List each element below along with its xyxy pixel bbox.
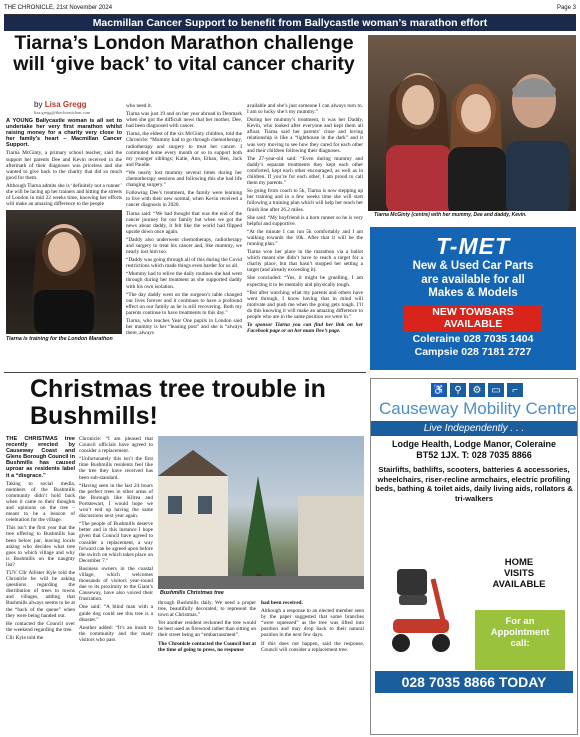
section-divider [4,372,366,373]
causeway-address: Lodge Health, Lodge Manor, Coleraine BT52 1JX. T: 028 7035 8866 [391,439,557,460]
family-group-icon [368,35,576,211]
stairlift-icon: ⌐ [507,383,523,397]
causeway-name: Causeway Mobility Centre [379,399,577,418]
causeway-tagline: Live Independently . . . [371,421,577,436]
tmet-phone-campsie: Campsie 028 7181 2727 [414,345,532,358]
story1-col2: who need it. Tiarna was just 19 and on her year abroad in Denmark when she got the difficult news that her mother, Dee, had been diagnosed with cancer. Tiarna, the eldest of the six McGinty children, told the Chronicle: “Mummy had to go through chemotherapy, radiotherapy and surgery to treat her cancer. I commuted home every month or so to support both my younger siblings; Katie, Ann, Ethan, Ben, Jack and Paudie. “We nearly lost mummy several times during her chemotherapy sessions and following this she had life changing surgery.” Following Dee’s treatment, the family were learning to live with their new normal, when Kevin received a cancer diagnosis in 2020. Tiarna said: “We had thought that was the end of the cancer journey for our family but when we got the news about daddy, it felt like the world had flipped upside down once again. “Daddy also underwent chemotherapy, radiotherapy and surgery to treat his cancer and, like mummy, we nearly lost him too. “Daddy was going through all of this during the Covid restrictions which made things even harder for us all. “Mummy had to relive the daily routines she had went through during her treatment as she supported daddy with his own isolation. “The day daddy went on the surgeon’s table changed our lives forever and it continues to have a profound effect on our family as he is still recovering. Both my parents continue to have treatments to this day.” Tiarna, who teaches Year One pupils in London said her mummy is her “leaning post” and she is “always there, always [126,103,242,337]
causeway-products: Stairlifts, bathlifts, scooters, batteries & accessories, wheelchairs, riser-recline armchairs, electric profiling beds, bathing & toilet aids, daily living aids, rollators & tri-walkers [375,465,573,503]
story1-col3: available and she’s just someone I can always turn to. I am so lucky she’s my mummy.” During her mummy’s treatment, it was her Daddy, Kevin, who looked after everyone and kept them all afloat. Tiarna said her parents’ close and loving relationship is like a “lighthouse in the dark” and it was very moving to see how they cared for each other and their children following their diagnoses. The 27-year-old said: “Even during mummy and daddy’s separate treatments they kept each other comforted, kept each other encouraged, as well as in children. If you’re for each other, I am proud to call them my parents.” So going from coach to 5k, Tiarna is now stepping up her training and in a few weeks time she will start following a training plan which will help her reach her finish line after 26.2 miles. She said: “My boyfriend is a born runner so he is very helpful and supportive. “At the minute I can run 5k comfortably and I am walking towards the 10k. After that it will be the running plan.” Tiarna won her place in the marathon via a ballot which meant she didn’t have to reach a target for a charity place, but that hasn’t stopped her setting a target (and already exceeding it). She concluded: “Yes, it might be gruelling, I am expecting it to be mentally and physically tough. “But after watching what my parents and others have went through, I know having that in mind will motivate and push me when the going gets tough. I’ll do this knowing it will make an amazing difference to people who are in the same position we were in.” To sponsor Tiarna you can find her link on her Facebook page or on her mum Dee’s page. [247,103,363,335]
story2-col1: THE CHRISTMAS tree recently erected by Causeway Coast and Glens Borough Council in Bushmills has caused uproar as residents label it a “disgrace.” Taking to social media, members of the Bushmills community didn’t hold back when it came to their thoughts and opinions on the tree – meant to be a beacon of celebration for the village. This isn’t the first year that the tree offering to Bushmills has been below par, leaving locals asking who decides what tree goes to which village and why is Bushmills on the naughty list? TUV Cllr Allister Kyle told the Chronicle he will be asking questions regarding the distribution of trees to towns and villages, adding that Bushmills always seems to be at the “back of the queue” when they were being handed out. He contacted the Council over the weekend regarding the tree. Cllr Kyle told the [6,436,75,641]
tmet-logo: T-MET [436,233,510,259]
page-header [4,2,576,15]
family-photo [368,35,576,211]
masthead-date: THE CHRONICLE, 21st November 2024 [4,5,113,11]
walker-icon: ⚲ [450,383,466,397]
story1-col1-caption: Tiarna is training for the London Marathon [6,336,113,342]
tree-scene-icon [158,436,364,589]
story1-lead: A YOUNG Ballycastle woman is all set to undertake her very first marathon whilst raising money for a charity very close to her family’s heart – Macmillan Cancer Support. [6,118,122,149]
byline: by Lisa Gregg [34,100,87,109]
tmet-advert[interactable]: T-MET New & Used Car Parts are available for all Makes & Models NEW TOWBARS AVAILABLE Coleraine 028 7035 1404 Campsie 028 7181 2727 [370,227,576,370]
accessibility-icons [431,383,523,397]
causeway-phone-banner[interactable]: 028 7035 8866 TODAY [375,671,573,693]
page-number: Page 3 [556,5,576,11]
causeway-mobility-advert[interactable] [370,378,578,735]
story2-col4: had been received. Although a response to an elected member seen by the paper suggested that some branches “were squeezed” as the tree was lifted into position and may drop back to their natural position in the next few days. If this does not happen, said the response, Council will consider a replacement tree. [261,600,364,653]
wheelchair-icon: ♿ [432,384,446,396]
appointment-box: For an Appointment call: [475,610,565,670]
family-photo-caption: Tiarna McGinty (centre) with her mummy, Dee and daddy, Kevin. [374,212,527,218]
top-banner: Macmillan Cancer Support to benefit from Ballycastle woman’s marathon effort [4,15,576,31]
story1-col1: A YOUNG Ballycastle woman is all set to undertake her very first marathon whilst raising money for a charity very close to her family’s heart – Macmillan Cancer Support. Tiarna McGinty, a primary school teacher, said the support her parents Dee and Kevin received in the aftermath of their diagnoses was priceless and she wanted to give back to the charity that did so much good for them. Although Tiarna admits she is ‘definitely not a runner’ she will be lacing up her trainers and hitting the streets of London in mid 22 weeks time, knowing her efforts will make an amazing difference to the people [6,118,122,206]
author-name: Lisa Gregg [44,100,87,109]
mobility-scooter-icon [383,559,457,659]
tiarna-running-photo [6,210,122,334]
tmet-phone-coleraine: Coleraine 028 7035 1404 [412,332,534,345]
bed-icon: ▭ [488,383,504,397]
story2-col2: Chronicle: “I am pleased that Council officials have agreed to consider a replacement. “Unfortunately this isn’t the first time Bushmills residents feel like the tree they have received has been sub-standard. “Having seen in the last 24 hours the perfect trees in other areas of the Borough like Kilrea and Portstewart, I would hope we won’t end up having the same discussions next year again. “The people of Bushmills deserve better and in this instance I hope given that Council have agreed to consider a replacement, a way forward can be agreed upon before the switch on which takes place on December 7.” Business owners in the coastal village, which welcomes thousands of visitors year-round due to its proximity to the Giant’s Causeway, have also voiced their frustration. One said: “A blind man with a guide dog could see this tree is a disaster.” Another added: “It’s an insult to the community and the many visitors who pass [79,436,153,643]
story1-headline: Tiarna’s London Marathon challenge will ‘give back’ to vital cancer charity [13,32,355,75]
scooter-icon: ⚙ [469,383,485,397]
home-visits-text: HOME VISITS AVAILABLE [492,557,546,590]
christmas-tree-photo [158,436,364,589]
tree-photo-caption: Bushmills Christmas tree [160,590,224,596]
towbars-badge: NEW TOWBARS AVAILABLE [404,305,542,331]
author-email[interactable]: lisa.gregg@thechronicleni.com [34,110,91,115]
woman-photo-icon [6,210,122,334]
story2-col3: through Bushmills daily. We need a proper tree, beautifully decorated, to represent the town at Christmas.” Yet another resident reckoned the tree would be best used as firewood rather than sitting on their street being an “embarrassment”. The Chronicle contacted the Council but at the time of going to press, no response [158,600,256,653]
story2-headline: Christmas tree trouble in Bushmills! [30,375,326,430]
